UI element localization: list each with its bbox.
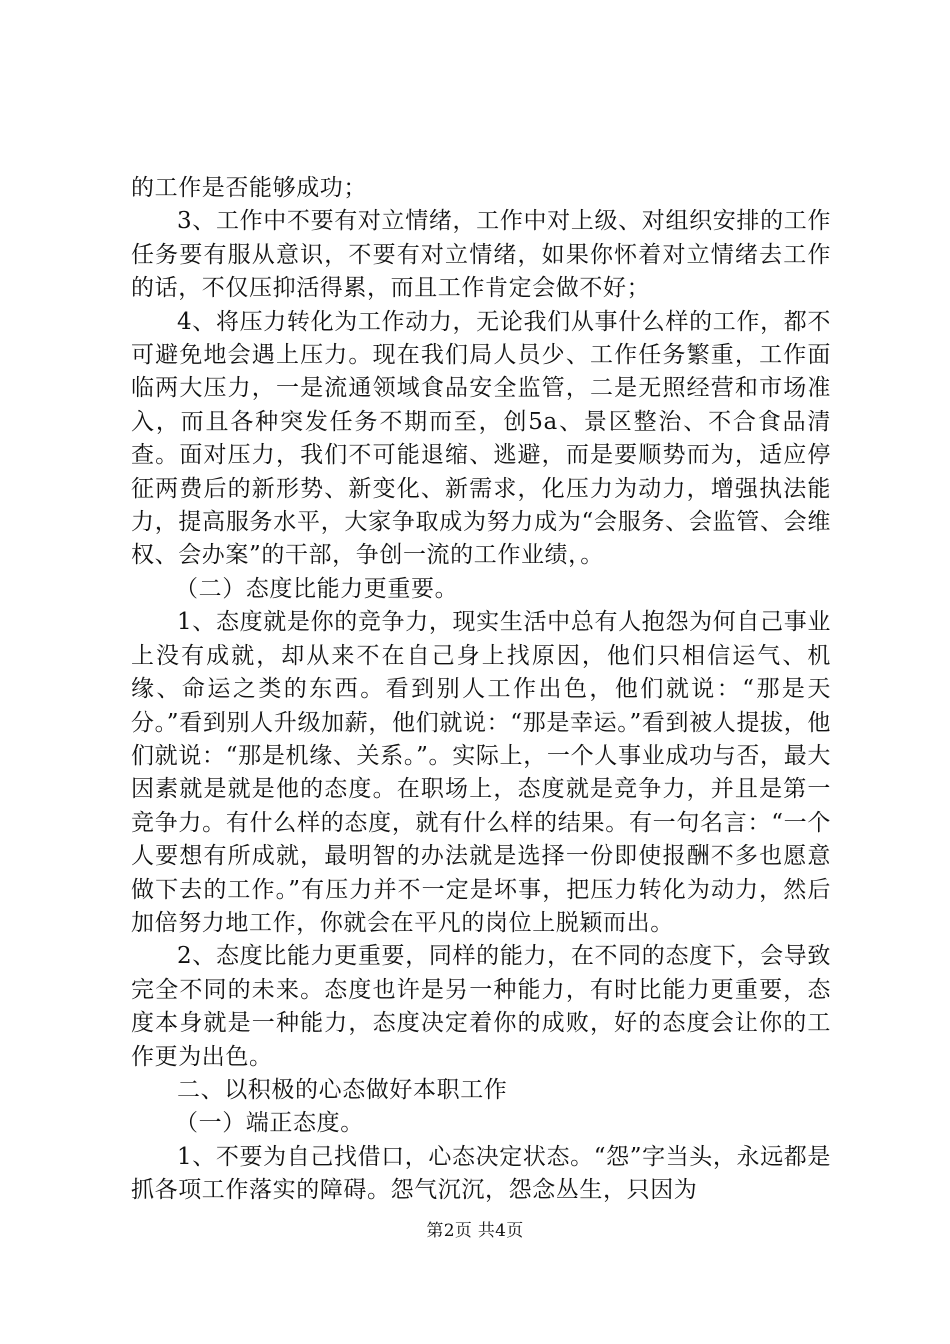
section-heading-attitude: （二）态度比能力更重要。 [175,575,459,602]
paragraph-no-excuses: 1、不要为自己找借口，心态决定状态。“怨”字当头，永远都是抓各项工作落实的障碍。怨气沉沉，怨念丛生，只因为 [131,1143,831,1204]
paragraph-continuation: 的工作是否能够成功； [131,175,367,201]
paragraph-item-4: 4、将压力转化为工作动力，无论我们从事什么样的工作，都不可避免地会遇上压力。现在我们局人员少、工作任务繁重，工作面临两大压力，一是流通领域食品安全监管，二是无照经营和市场准入，而且各种突发任务不期而至，创5a、景区整治、不合食品清查。面对压力，我们不可能退缩、逃避，而是要顺势而为，适应停征两费后的新形势、新变化、新需求，化压力为动力，增强执法能力，提高服务水平，大家争取成为努力成为“会服务、会监管、会维权、会办案”的干部，争创一流的工作业绩，。 [131,308,831,569]
document-body [131,172,831,1208]
section-heading-correct-attitude: （一）端正态度。 [175,1110,364,1137]
paragraph-attitude-2: 2、态度比能力更重要，同样的能力，在不同的态度下，会导致完全不同的未来。态度也许是另一种能力，有时比能力更重要，态度本身就是一种能力，态度决定着你的成败，好的态度会让你的工作更为出色。 [131,943,831,1070]
page-footer: 第2页 共4页 [426,1221,524,1241]
paragraph-item-3: 3、工作中不要有对立情绪，工作中对上级、对组织安排的工作任务要有服从意识，不要有对立情绪，如果你怀着对立情绪去工作的话，不仅压抑活得累，而且工作肯定会做不好； [131,208,831,302]
paragraph-attitude-1: 1、态度就是你的竞争力，现实生活中总有人抱怨为何自己事业上没有成就，却从来不在自己身上找原因，他们只相信运气、机缘、命运之类的东西。看到别人工作出色，他们就说：“那是天分。”看到别人升级加薪，他们就说：“那是幸运。”看到被人提拔，他们就说：“那是机缘、关系。”。实际上，一个人事业成功与否，最大因素就是就是他的态度。在职场上，态度就是竞争力，并且是第一竞争力。有什么样的态度，就有什么样的结果。有一句名言：“一个人要想有所成就，最明智的办法就是选择一份即使报酬不多也愿意做下去的工作。”有压力并不一定是坏事，把压力转化为动力，然后加倍努力地工作，你就会在平凡的岗位上脱颖而出。 [131,609,831,936]
chapter-heading-2: 二、以积极的心态做好本职工作 [177,1076,508,1103]
